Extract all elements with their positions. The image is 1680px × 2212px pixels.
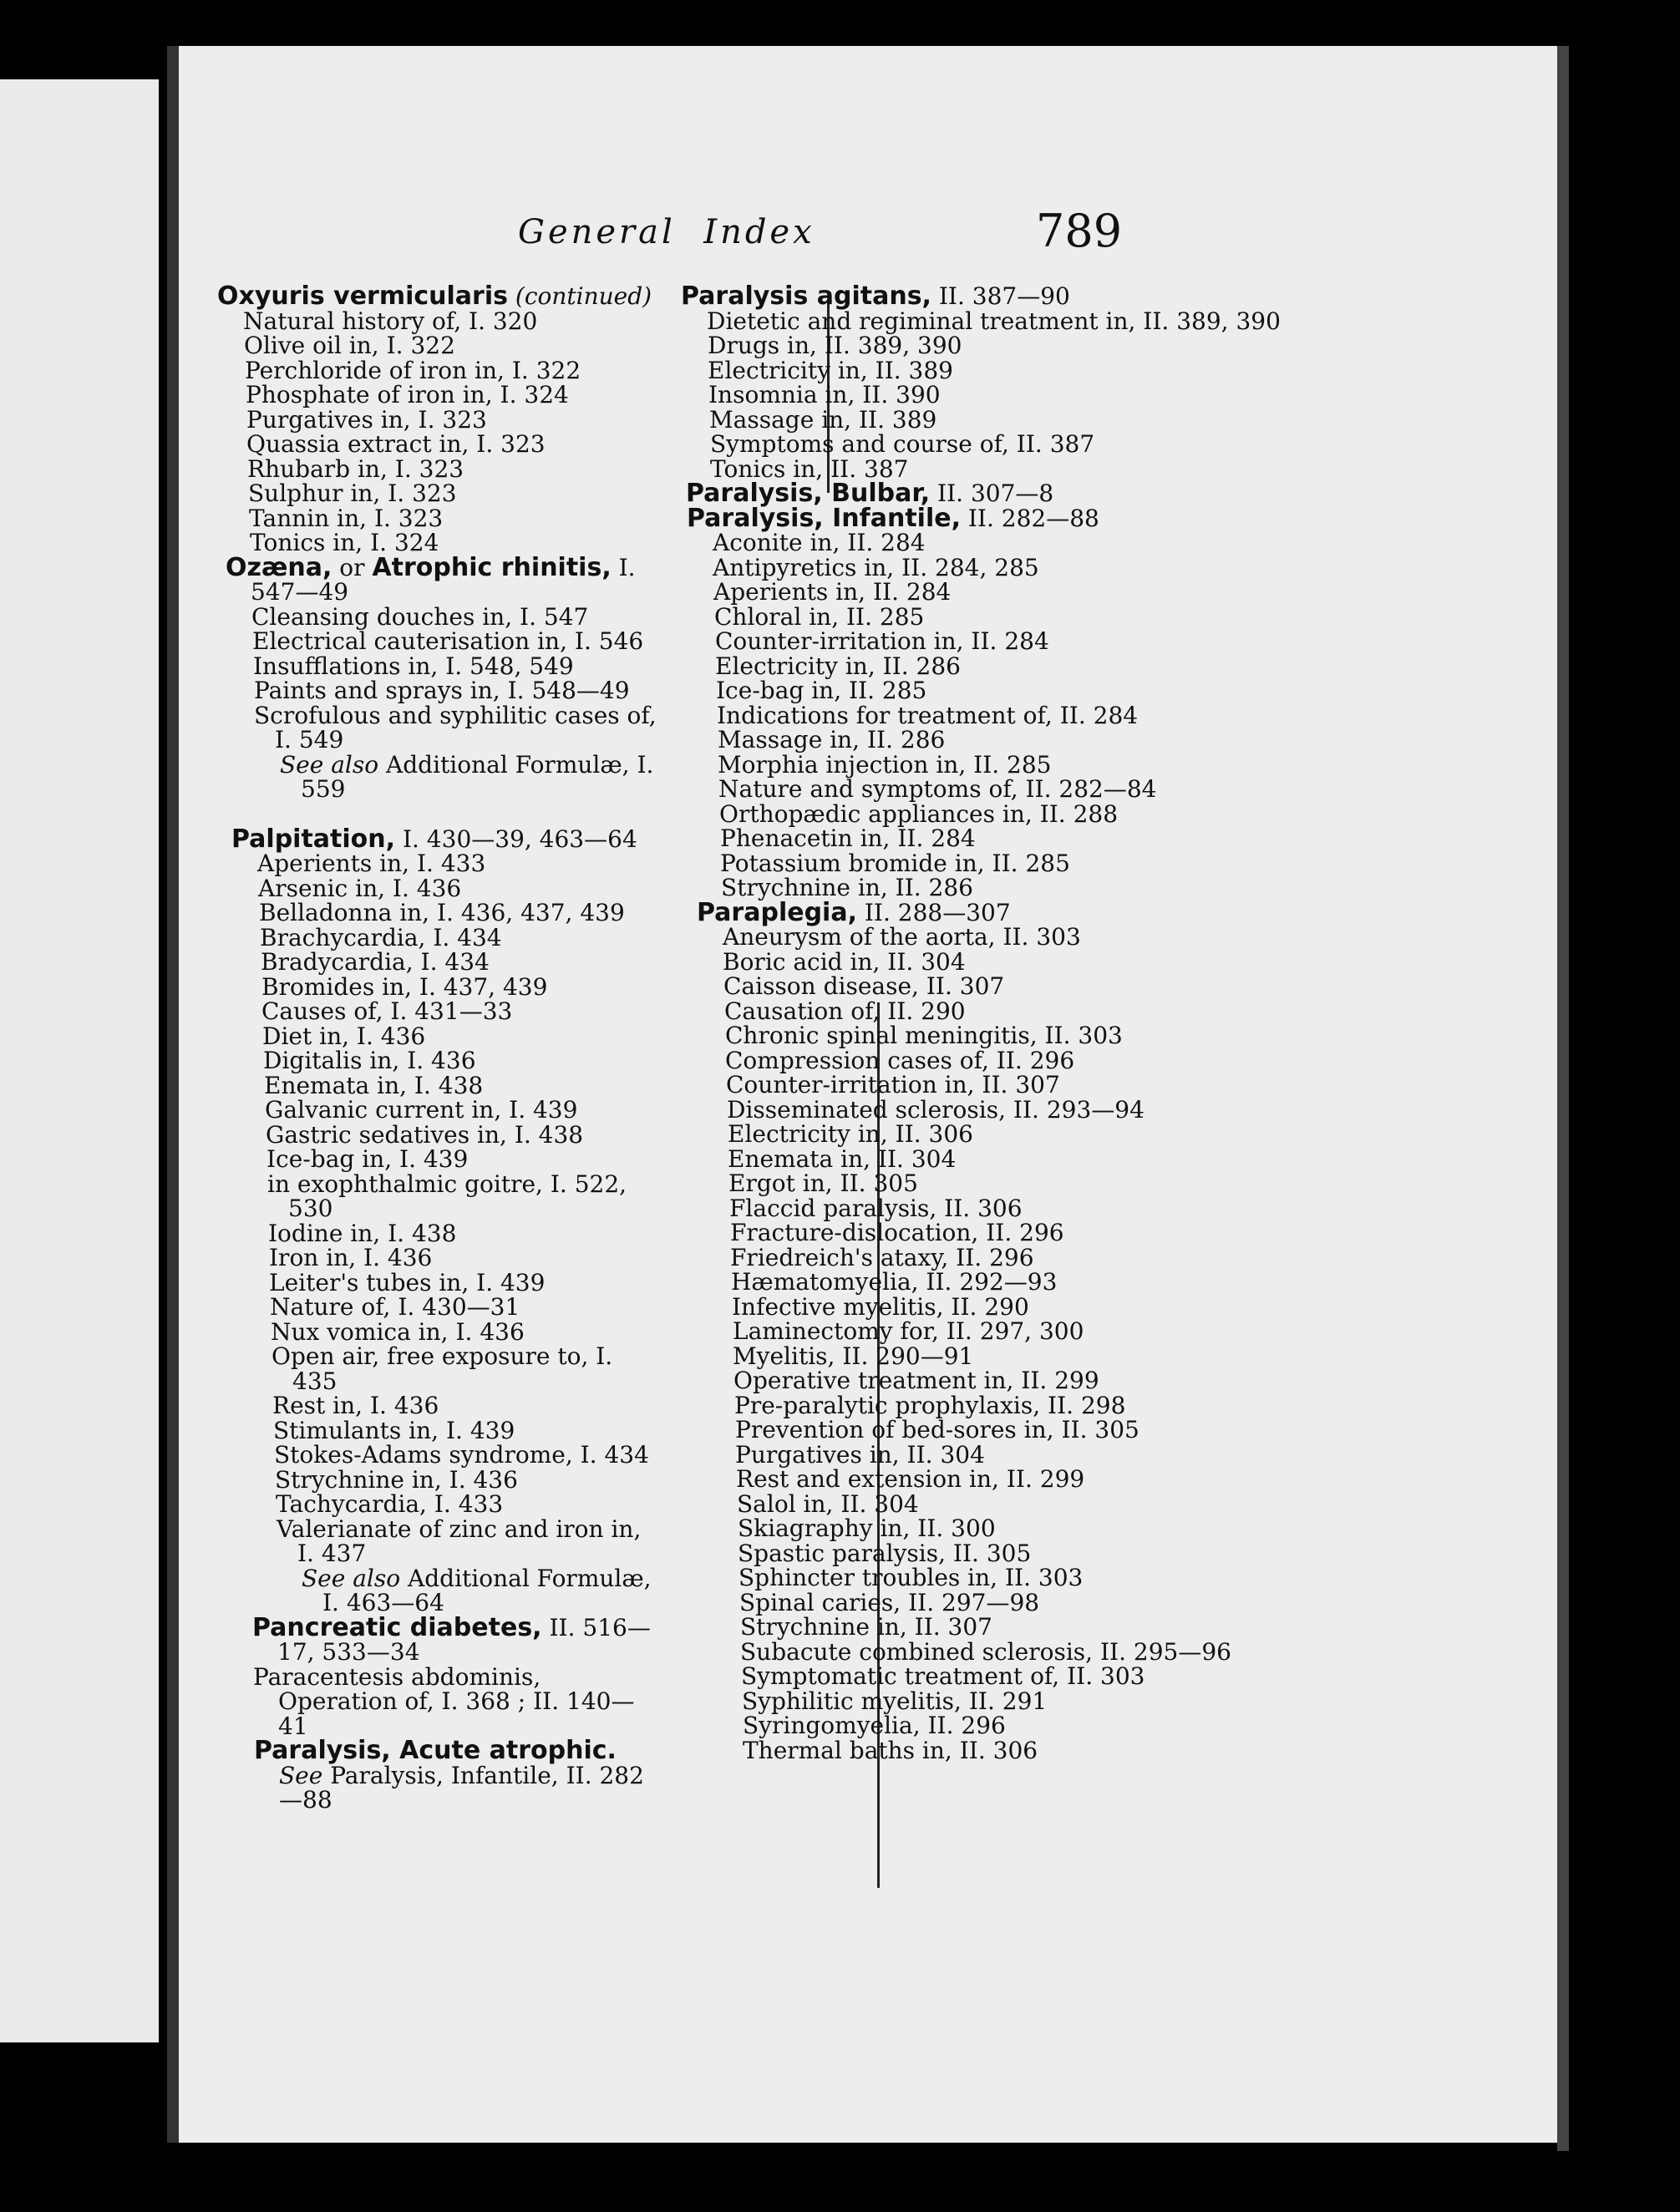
index-subentry: [708, 1319, 1316, 1344]
index-subentry: [703, 1144, 1316, 1173]
index-subentry: [226, 602, 660, 631]
see-also-label: See also: [280, 750, 379, 779]
subentry-text: Symptomatic treatment of, II. 303: [741, 1662, 1145, 1690]
index-subentry: [693, 750, 1316, 779]
heading-term: Paralysis agitans,: [681, 282, 931, 311]
index-subentry: [246, 1317, 660, 1346]
index-column-right: [681, 284, 1316, 1763]
subentry-text: Perchloride of iron in, I. 322: [245, 356, 581, 384]
heading-connector: or: [332, 553, 373, 581]
subentry-text: Hæmatomyelia, II. 292—93: [731, 1268, 1058, 1296]
subentry-text: Phenacetin in, II. 284: [720, 824, 976, 852]
index-subentry: [229, 703, 660, 753]
index-subentry: [245, 1295, 660, 1320]
index-subentry: [710, 1440, 1316, 1469]
plain-entry-text: Paracentesis abdominis, Operation of, I. 368 ; II. 140—41: [253, 1662, 635, 1740]
subentry-text: Orthopædic appliances in, II. 288: [719, 799, 1119, 828]
subentry-text: Strychnine in, I. 436: [275, 1465, 518, 1494]
index-column-left: [217, 284, 660, 1813]
heading-reference: (continued): [508, 282, 652, 310]
subentry-text: Syphilitic myelitis, II. 291: [742, 1687, 1048, 1715]
subentry-text: Causation of, II. 290: [724, 997, 966, 1025]
index-subentry: [227, 629, 660, 654]
index-subentry: [223, 481, 660, 506]
index-subentry: [219, 333, 660, 358]
index-heading-entry: [681, 284, 1316, 309]
index-subentry: [707, 1292, 1316, 1321]
index-subentry: [690, 629, 1316, 654]
index-subentry: [243, 1221, 660, 1246]
subentry-text: Caisson disease, II. 307: [723, 972, 1005, 1000]
index-subentry: [693, 777, 1316, 802]
index-subentry: [711, 1467, 1316, 1492]
see-also-target: Additional Formulæ, I. 463—64: [322, 1564, 652, 1616]
index-heading-entry: [687, 503, 1316, 533]
index-subentry: [688, 580, 1316, 605]
subentry-text: Infective myelitis, II. 290: [732, 1292, 1029, 1321]
subentry-text: Symptoms and course of, II. 387: [710, 430, 1095, 458]
running-head-second: Index: [703, 213, 815, 251]
index-subentry: [246, 1344, 660, 1393]
subentry-text: Spastic paralysis, II. 305: [738, 1539, 1032, 1567]
see-also-entry: [230, 750, 660, 803]
subentry-text: Salol in, II. 304: [737, 1489, 919, 1518]
running-head: [518, 213, 815, 251]
subentry-text: Counter-irritation in, II. 307: [726, 1071, 1060, 1098]
subentry-text: Nux vomica in, I. 436: [271, 1317, 525, 1346]
subentry-text: Digitalis in, I. 436: [263, 1047, 476, 1074]
heading-term: Paraplegia,: [697, 897, 857, 927]
subentry-text: Cleansing douches in, I. 547: [251, 602, 589, 631]
subentry-text: Gastric sedatives in, I. 438: [266, 1120, 584, 1149]
subentry-text: Rest in, I. 436: [272, 1392, 439, 1419]
subentry-text: Strychnine in, II. 286: [721, 874, 973, 901]
index-subentry: [699, 999, 1316, 1024]
subentry-text: Laminectomy for, II. 297, 300: [733, 1317, 1084, 1345]
see-also-label: See also: [302, 1564, 401, 1592]
index-heading-entry: [254, 1738, 660, 1813]
index-subentry: [700, 1048, 1316, 1073]
subentry-text: Chronic spinal meningitis, II. 303: [725, 1022, 1123, 1049]
heading-term: Paralysis, Bulbar,: [686, 479, 931, 508]
subentry-text: Iodine in, I. 438: [268, 1219, 457, 1247]
index-subentry: [713, 1516, 1316, 1541]
heading-reference: I. 547—49: [251, 553, 636, 606]
index-subentry: [715, 1637, 1316, 1666]
subentry-text: in exophthalmic goitre, I. 522, 530: [267, 1169, 627, 1222]
index-subentry: [238, 1048, 660, 1073]
index-subentry: [233, 876, 660, 901]
facing-page-edge: [0, 79, 159, 2042]
index-subentry: [228, 654, 660, 679]
subentry-text: Tonics in, II. 387: [710, 454, 909, 483]
subentry-text: Purgatives in, II. 304: [735, 1440, 985, 1469]
index-subentry: [244, 1268, 660, 1296]
index-subentry: [250, 1465, 660, 1494]
subentry-text: Ice-bag in, I. 439: [266, 1145, 469, 1173]
index-subentry: [693, 728, 1316, 753]
subentry-text: Scrofulous and syphilitic cases of, I. 549: [254, 701, 657, 753]
subentry-text: Olive oil in, I. 322: [244, 332, 455, 359]
heading-term: Paralysis, Infantile,: [687, 503, 961, 533]
index-subentry: [713, 1565, 1316, 1591]
index-subentry: [704, 1196, 1316, 1221]
index-subentry: [221, 383, 660, 408]
subentry-text: Open air, free exposure to, I. 435: [272, 1342, 613, 1395]
see-reference: See: [279, 1761, 323, 1789]
subentry-text: Thermal baths in, II. 306: [743, 1736, 1038, 1764]
subentry-text: Electricity in, II. 306: [728, 1120, 973, 1148]
page-number: 789: [1036, 205, 1123, 257]
index-subentry: [235, 923, 660, 951]
subentry-text: Tonics in, I. 324: [250, 529, 439, 556]
index-subentry: [683, 333, 1316, 358]
heading-reference: II. 282—88: [960, 504, 1099, 532]
subentry-text: Skiagraphy in, II. 300: [738, 1514, 996, 1542]
subentry-text: Paints and sprays in, I. 548—49: [254, 677, 630, 704]
subentry-text: Arsenic in, I. 436: [258, 874, 462, 902]
index-subentry: [248, 1418, 660, 1443]
index-subentry: [221, 432, 660, 457]
subentry-text: Insomnia in, II. 390: [708, 381, 941, 408]
index-subentry: [705, 1220, 1316, 1246]
subentry-text: Insufflations in, I. 548, 549: [253, 652, 574, 680]
index-heading-entry: [686, 481, 1316, 506]
heading-term: Paralysis, Acute atrophic.: [254, 1736, 617, 1765]
subentry-text: Myelitis, II. 290—91: [733, 1342, 974, 1370]
index-subentry: [692, 703, 1316, 728]
index-subentry: [698, 947, 1316, 976]
subentry-text: Natural history of, I. 320: [243, 307, 538, 335]
index-subentry: [224, 506, 660, 531]
index-subentry: [718, 1738, 1316, 1763]
index-subentry: [241, 1120, 660, 1149]
subentry-text: Stokes-Adams syndrome, I. 434: [274, 1441, 649, 1469]
index-heading-entry: [231, 824, 660, 854]
index-subentry: [251, 1492, 660, 1517]
index-heading-entry: [226, 552, 660, 606]
subentry-text: Electrical cauterisation in, I. 546: [252, 627, 644, 655]
subentry-text: Disseminated sclerosis, II. 293—94: [727, 1095, 1145, 1124]
index-subentry: [684, 405, 1316, 434]
index-subentry: [234, 901, 660, 926]
index-subentry: [706, 1270, 1316, 1295]
index-subentry: [705, 1243, 1316, 1271]
index-subentry: [689, 602, 1316, 631]
subentry-text: Sulphur in, I. 323: [248, 479, 457, 507]
subentry-text: Enemata in, I. 438: [264, 1071, 484, 1099]
heading-term: Palpitation,: [231, 824, 396, 854]
heading-term-secondary: Atrophic rhinitis,: [372, 552, 612, 582]
index-subentry: [695, 826, 1316, 851]
index-subentry: [222, 454, 660, 483]
index-subentry: [225, 530, 660, 556]
subentry-text: Indications for treatment of, II. 284: [717, 701, 1139, 729]
index-subentry: [714, 1588, 1316, 1616]
index-subentry: [700, 1023, 1316, 1048]
subentry-text: Diet in, I. 436: [262, 1022, 426, 1050]
subentry-text: Fracture-dislocation, II. 296: [730, 1219, 1064, 1246]
subentry-text: Massage in, II. 286: [718, 726, 946, 753]
subentry-text: Purgatives in, I. 323: [246, 405, 487, 434]
index-subentry: [237, 1024, 660, 1049]
subentry-text: Massage in, II. 389: [709, 405, 937, 434]
subentry-text: Subacute combined sclerosis, II. 295—96: [740, 1637, 1231, 1666]
index-subentry: [683, 383, 1316, 408]
subentry-text: Rhubarb in, I. 323: [247, 454, 464, 483]
index-subentry: [691, 678, 1316, 703]
subentry-text: Sphincter troubles in, II. 303: [738, 1564, 1084, 1591]
index-subentry: [244, 1246, 660, 1271]
heading-reference: II. 288—307: [856, 898, 1011, 926]
index-subentry: [698, 925, 1316, 950]
see-also-target: Additional Formulæ, I. 559: [301, 750, 654, 803]
subentry-text: Strychnine in, II. 307: [740, 1613, 992, 1641]
subentry-text: Phosphate of iron in, I. 324: [246, 381, 569, 408]
index-subentry: [685, 432, 1316, 457]
heading-reference: II. 387—90: [931, 282, 1070, 310]
subentry-text: Aneurysm of the aorta, II. 303: [723, 923, 1081, 951]
index-subentry: [717, 1689, 1316, 1714]
index-subentry: [236, 950, 660, 975]
subentry-text: Boric acid in, II. 304: [723, 947, 966, 976]
subentry-text: Aperients in, I. 433: [257, 850, 486, 877]
subentry-text: Chloral in, II. 285: [714, 602, 925, 631]
subentry-text: Tannin in, I. 323: [249, 504, 444, 532]
index-subentry: [703, 1171, 1316, 1196]
index-subentry: [688, 553, 1316, 581]
subentry-text: Electricity in, II. 389: [708, 356, 953, 384]
index-subentry: [708, 1368, 1316, 1393]
subentry-text: Belladonna in, I. 436, 437, 439: [259, 899, 625, 926]
index-subentry: [242, 1169, 660, 1222]
index-subentry: [221, 405, 660, 434]
index-subentry: [241, 1147, 660, 1172]
subentry-text: Spinal caries, II. 297—98: [739, 1588, 1040, 1616]
see-also-entry: [251, 1566, 660, 1616]
subentry-text: Enemata in, II. 304: [728, 1144, 957, 1173]
index-subentry: [683, 358, 1316, 383]
page-edge-shadow: [1557, 46, 1569, 2151]
subentry-text: Ergot in, II. 305: [728, 1169, 918, 1197]
subentry-text: Bromides in, I. 437, 439: [261, 972, 548, 1001]
subentry-text: Causes of, I. 431—33: [261, 997, 513, 1025]
index-subentry: [218, 309, 660, 334]
index-subentry: [696, 875, 1316, 901]
subentry-text: Iron in, I. 436: [269, 1244, 433, 1271]
index-subentry: [709, 1393, 1316, 1418]
subentry-text: Brachycardia, I. 434: [260, 923, 502, 951]
heading-reference: II. 307—8: [930, 479, 1054, 507]
subentry-text: Leiter's tubes in, I. 439: [269, 1268, 546, 1296]
index-subentry: [701, 1073, 1316, 1098]
subentry-text: Rest and extension in, II. 299: [736, 1465, 1085, 1493]
subentry-text: Friedreich's ataxy, II. 296: [730, 1243, 1034, 1271]
index-subentry: [688, 530, 1316, 556]
index-subentry: [236, 972, 660, 1001]
subentry-text: Galvanic current in, I. 439: [265, 1096, 578, 1124]
index-subentry: [708, 1344, 1316, 1369]
subentry-text: Tachycardia, I. 433: [276, 1490, 504, 1518]
heading-term: Oxyuris vermicularis: [217, 282, 508, 311]
subentry-text: Compression cases of, II. 296: [725, 1046, 1075, 1074]
subentry-text: Flaccid paralysis, II. 306: [729, 1194, 1023, 1222]
index-subentry: [690, 654, 1316, 679]
running-head-first: General: [518, 213, 676, 251]
index-plain-entry: [253, 1662, 660, 1740]
index-subentry: [702, 1095, 1316, 1124]
index-heading-entry: [697, 897, 1316, 927]
index-subentry: [698, 974, 1316, 999]
subentry-text: Syringomyelia, II. 296: [743, 1712, 1006, 1739]
subentry-text: Nature and symptoms of, II. 282—84: [718, 775, 1157, 803]
index-heading-entry: [252, 1612, 660, 1666]
subentry-text: Ice-bag in, II. 285: [716, 677, 927, 704]
index-subentry: [247, 1393, 660, 1418]
subentry-text: Bradycardia, I. 434: [261, 948, 490, 976]
subentry-text: Dietetic and regiminal treatment in, II. 389, 390: [707, 307, 1281, 335]
subentry-text: Drugs in, II. 389, 390: [708, 332, 962, 359]
index-subentry: [713, 1541, 1316, 1566]
index-subentry: [240, 1098, 660, 1123]
index-subentry: [236, 999, 660, 1024]
subentry-text: Morphia injection in, II. 285: [718, 750, 1052, 779]
index-subentry: [718, 1713, 1316, 1738]
index-subentry: [695, 851, 1316, 876]
subentry-text: Stimulants in, I. 439: [273, 1416, 515, 1444]
index-subentry: [715, 1615, 1316, 1640]
index-subentry: [232, 851, 660, 876]
index-heading-entry: [217, 284, 660, 309]
heading-term: Ozæna,: [226, 552, 332, 582]
heading-reference: I. 430—39, 463—64: [395, 824, 637, 853]
subentry-text: Quassia extract in, I. 323: [246, 430, 546, 458]
heading-reference: Paralysis, Infantile, II. 282—88: [279, 1761, 644, 1814]
index-subentry: [685, 454, 1316, 483]
subentry-text: Aconite in, II. 284: [713, 529, 926, 556]
index-subentry: [229, 678, 660, 703]
heading-reference: II. 516—17, 533—34: [277, 1613, 651, 1666]
index-subentry: [710, 1418, 1316, 1443]
subentry-text: Prevention of bed-sores in, II. 305: [735, 1416, 1139, 1443]
index-subentry: [716, 1664, 1316, 1689]
subentry-text: Operative treatment in, II. 299: [733, 1367, 1099, 1394]
subentry-text: Valerianate of zinc and iron in, I. 437: [277, 1514, 642, 1567]
subentry-text: Pre-paralytic prophylaxis, II. 298: [734, 1391, 1126, 1419]
index-subentry: [694, 799, 1316, 828]
index-subentry: [712, 1489, 1316, 1518]
subentry-text: Antipyretics in, II. 284, 285: [713, 553, 1039, 581]
index-subentry: [703, 1122, 1316, 1147]
index-subentry: [249, 1443, 660, 1468]
subentry-text: Aperients in, II. 284: [713, 578, 952, 606]
subentry-text: Electricity in, II. 286: [715, 652, 961, 680]
heading-term: Pancreatic diabetes,: [252, 1612, 542, 1642]
index-subentry: [239, 1073, 660, 1098]
index-subentry: [220, 358, 660, 383]
subentry-text: Counter-irritation in, II. 284: [715, 627, 1049, 655]
index-subentry: [251, 1514, 660, 1567]
index-subentry: [682, 309, 1316, 334]
subentry-text: Potassium bromide in, II. 285: [720, 849, 1070, 877]
subentry-text: Nature of, I. 430—31: [270, 1293, 520, 1321]
entry-gap: [217, 802, 660, 827]
